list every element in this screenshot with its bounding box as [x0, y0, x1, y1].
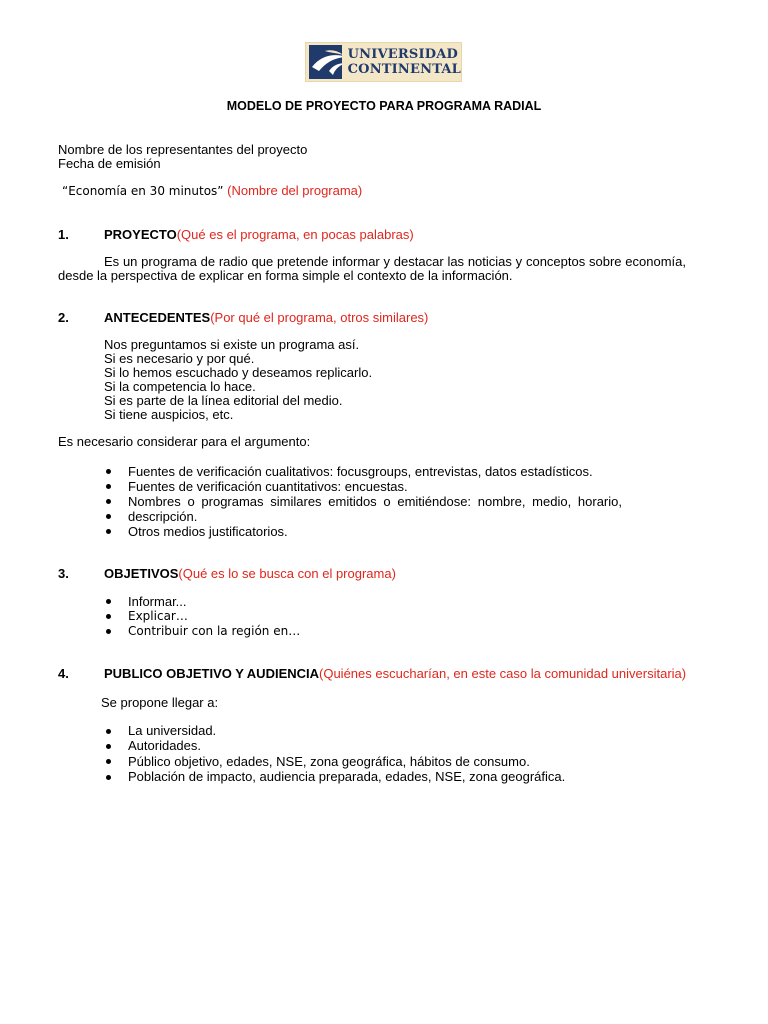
section-3-note: (Qué es lo se busca con el programa) — [178, 566, 396, 581]
section-2-line-2: Si es necesario y por qué. — [104, 351, 255, 366]
program-name: “Economía en 30 minutos” — [62, 184, 224, 198]
representatives-label: Nombre de los representantes del proyecto — [58, 142, 308, 157]
section-2-bullet-4: descripción. — [128, 509, 198, 524]
section-3-bullet-1: Informar... — [128, 594, 187, 609]
university-logo — [305, 42, 462, 82]
bullet-dot-icon — [106, 484, 111, 489]
bullet-dot-icon — [106, 614, 111, 619]
section-4-bullet-1: La universidad. — [128, 723, 217, 738]
section-2-line-4: Si la competencia lo hace. — [104, 379, 256, 394]
bullet-dot-icon — [106, 469, 111, 474]
document-title: MODELO DE PROYECTO PARA PROGRAMA RADIAL — [226, 99, 542, 113]
section-2-line-5: Si es parte de la línea editorial del medio. — [104, 393, 343, 408]
section-4-heading-line — [104, 666, 686, 681]
section-2-note: (Por qué el programa, otros similares) — [210, 310, 429, 325]
section-4-note: (Quiénes escucharían, en este caso la comunidad universitaria) — [319, 666, 687, 681]
section-2-line-1: Nos preguntamos si existe un programa así. — [104, 337, 360, 352]
section-2-heading: ANTECEDENTES — [104, 310, 211, 325]
section-3-heading: OBJETIVOS — [104, 566, 179, 581]
section-2-line-3: Si lo hemos escuchado y deseamos replicarlo. — [104, 365, 373, 380]
section-2-intro: Es necesario considerar para el argumento: — [58, 434, 311, 449]
section-2-bullet-5: Otros medios justificatorios. — [128, 524, 288, 539]
logo-emblem-icon — [309, 45, 342, 79]
bullet-dot-icon — [106, 744, 111, 749]
bullet-dot-icon — [106, 775, 111, 780]
section-1-note: (Qué es el programa, en pocas palabras) — [176, 227, 414, 242]
section-1-heading-line — [104, 227, 414, 242]
section-4-bullet-4: Población de impacto, audiencia preparada, edades, NSE, zona geográfica. — [128, 769, 566, 784]
bullet-dot-icon — [106, 729, 111, 734]
section-4-bullet-3: Público objetivo, edades, NSE, zona geográfica, hábitos de consumo. — [128, 754, 530, 769]
logo-text — [348, 47, 461, 77]
section-1-heading: PROYECTO — [104, 227, 177, 242]
section-2-number: 2. — [58, 310, 69, 325]
bullet-dot-icon — [106, 514, 111, 519]
section-3-bullet-3: Contribuir con la región en… — [128, 624, 301, 638]
section-1-number: 1. — [58, 227, 69, 242]
section-1-paragraph-line-2: desde la perspectiva de explicar en forma simple el contexto de la información. — [58, 268, 513, 283]
section-2-bullet-1: Fuentes de verificación cualitativos: focusgroups, entrevistas, datos estadísticos. — [128, 464, 593, 479]
section-2-bullet-3: Nombres o programas similares emitidos o emitiéndose: nombre, medio, horario, — [128, 494, 622, 509]
section-4-bullet-2: Autoridades. — [128, 738, 201, 753]
section-2-heading-line — [104, 310, 428, 325]
section-4-number: 4. — [58, 666, 69, 681]
section-2-line-6: Si tiene auspicios, etc. — [104, 407, 234, 422]
bullet-dot-icon — [106, 759, 111, 764]
section-2-bullet-2: Fuentes de verificación cuantitativos: encuestas. — [128, 479, 408, 494]
bullet-dot-icon — [106, 499, 111, 504]
issue-date-label: Fecha de emisión — [58, 156, 161, 171]
bullet-dot-icon — [106, 529, 111, 534]
section-4-intro: Se propone llegar a: — [101, 695, 219, 710]
bullet-dot-icon — [106, 599, 111, 604]
logo-line-2: CONTINENTAL — [347, 62, 461, 77]
section-3-heading-line — [104, 566, 396, 581]
section-3-number: 3. — [58, 566, 69, 581]
program-name-line — [62, 183, 362, 199]
section-3-bullet-2: Explicar… — [128, 609, 188, 623]
section-4-heading: PUBLICO OBJETIVO Y AUDIENCIA — [104, 666, 320, 681]
logo-line-1: UNIVERSIDAD — [347, 47, 459, 62]
bullet-dot-icon — [106, 629, 111, 634]
section-1-paragraph-line-1: Es un programa de radio que pretende informar y destacar las noticias y conceptos sobre economía, — [104, 254, 686, 269]
program-name-note: (Nombre del programa) — [227, 183, 363, 198]
